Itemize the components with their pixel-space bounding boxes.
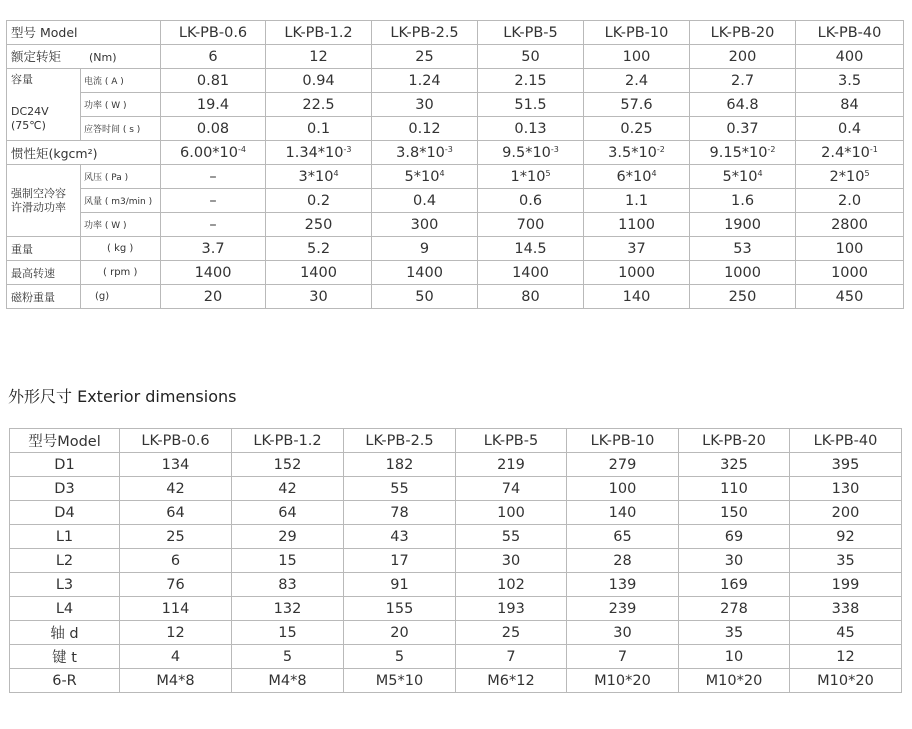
response-label: 应答时间 ( s ) bbox=[81, 117, 161, 141]
dims-header-label: 型号Model bbox=[10, 429, 120, 453]
dims-value-cell: 83 bbox=[232, 573, 344, 597]
response-cell: 0.1 bbox=[266, 117, 372, 141]
dims-value-cell: 6 bbox=[120, 549, 232, 573]
model-cell: LK-PB-10 bbox=[584, 21, 690, 45]
dims-value-cell: 25 bbox=[456, 621, 567, 645]
torque-cell: 200 bbox=[690, 45, 796, 69]
power-cell: 51.5 bbox=[478, 93, 584, 117]
dims-value-cell: 15 bbox=[232, 549, 344, 573]
torque-label-cell bbox=[7, 45, 161, 69]
response-cell: 0.37 bbox=[690, 117, 796, 141]
dims-value-cell: M10*20 bbox=[567, 669, 679, 693]
cool-power-cell: 300 bbox=[372, 213, 478, 237]
dims-model-cell: LK-PB-1.2 bbox=[232, 429, 344, 453]
dc-label: DC24V bbox=[11, 105, 49, 118]
speed-cell: 1400 bbox=[478, 261, 584, 285]
power-label: 功率 ( W ) bbox=[81, 93, 161, 117]
power-cell: 57.6 bbox=[584, 93, 690, 117]
speed-unit: ( rpm ) bbox=[81, 261, 161, 285]
powder-cell: 450 bbox=[796, 285, 904, 309]
dims-value-cell: 219 bbox=[456, 453, 567, 477]
airflow-cell: 0.6 bbox=[478, 189, 584, 213]
speed-cell: 1400 bbox=[266, 261, 372, 285]
dims-value-cell: 78 bbox=[344, 501, 456, 525]
weight-cell: 14.5 bbox=[478, 237, 584, 261]
dims-row-label: L3 bbox=[10, 573, 120, 597]
powder-cell: 80 bbox=[478, 285, 584, 309]
inertia-cell: $9.5*10^{-3}$ bbox=[478, 141, 584, 165]
dims-value-cell: 325 bbox=[679, 453, 790, 477]
powder-unit: (g) bbox=[81, 285, 161, 309]
weight-cell: 100 bbox=[796, 237, 904, 261]
torque-label: 额定转矩 bbox=[11, 48, 62, 64]
cool-power-cell: 250 bbox=[266, 213, 372, 237]
dims-value-cell: 114 bbox=[120, 597, 232, 621]
capacity-label-cell bbox=[7, 69, 81, 141]
table-row bbox=[10, 597, 902, 621]
dims-value-cell: 199 bbox=[790, 573, 902, 597]
response-cell: 0.12 bbox=[372, 117, 478, 141]
airflow-cell: 0.2 bbox=[266, 189, 372, 213]
dims-value-cell: 43 bbox=[344, 525, 456, 549]
dims-value-cell: 42 bbox=[232, 477, 344, 501]
dims-value-cell: 7 bbox=[567, 645, 679, 669]
speed-cell: 1000 bbox=[796, 261, 904, 285]
speed-label: 最高转速 bbox=[7, 261, 81, 285]
dimensions-table bbox=[9, 428, 902, 693]
response-cell: 0.08 bbox=[161, 117, 266, 141]
pressure-cell: $1*10^5$ bbox=[478, 165, 584, 189]
dims-value-cell: 132 bbox=[232, 597, 344, 621]
table-row bbox=[10, 525, 902, 549]
weight-cell: 37 bbox=[584, 237, 690, 261]
current-label: 电流 ( A ) bbox=[81, 69, 161, 93]
weight-cell: 3.7 bbox=[161, 237, 266, 261]
speed-cell: 1000 bbox=[584, 261, 690, 285]
dims-value-cell: 155 bbox=[344, 597, 456, 621]
current-cell: 0.81 bbox=[161, 69, 266, 93]
powder-cell: 20 bbox=[161, 285, 266, 309]
table-row bbox=[10, 477, 902, 501]
dims-value-cell: 5 bbox=[232, 645, 344, 669]
current-cell: 1.24 bbox=[372, 69, 478, 93]
dims-value-cell: 55 bbox=[456, 525, 567, 549]
table-row bbox=[10, 621, 902, 645]
dims-value-cell: 30 bbox=[679, 549, 790, 573]
cool-power-cell: 1900 bbox=[690, 213, 796, 237]
dims-value-cell: 279 bbox=[567, 453, 679, 477]
dims-value-cell: 35 bbox=[790, 549, 902, 573]
torque-cell: 6 bbox=[161, 45, 266, 69]
airflow-cell: 1.1 bbox=[584, 189, 690, 213]
dims-value-cell: 395 bbox=[790, 453, 902, 477]
weight-label: 重量 bbox=[7, 237, 81, 261]
inertia-cell: $3.8*10^{-3}$ bbox=[372, 141, 478, 165]
dims-value-cell: 64 bbox=[232, 501, 344, 525]
cooling-label-line1: 强制空冷容 bbox=[11, 186, 66, 200]
pressure-cell: $5*10^4$ bbox=[690, 165, 796, 189]
speed-cell: 1400 bbox=[372, 261, 478, 285]
cool-power-cell: – bbox=[161, 213, 266, 237]
model-cell: LK-PB-5 bbox=[478, 21, 584, 45]
weight-cell: 5.2 bbox=[266, 237, 372, 261]
dims-row-label: 6-R bbox=[10, 669, 120, 693]
dims-value-cell: 4 bbox=[120, 645, 232, 669]
dims-model-cell: LK-PB-10 bbox=[567, 429, 679, 453]
section-title: 外形尺寸 Exterior dimensions bbox=[8, 387, 237, 406]
torque-cell: 400 bbox=[796, 45, 904, 69]
model-cell: LK-PB-1.2 bbox=[266, 21, 372, 45]
dims-model-cell: LK-PB-40 bbox=[790, 429, 902, 453]
table-row bbox=[10, 573, 902, 597]
model-cell: LK-PB-40 bbox=[796, 21, 904, 45]
response-cell: 0.13 bbox=[478, 117, 584, 141]
dims-value-cell: 28 bbox=[567, 549, 679, 573]
temp-label: (75℃) bbox=[11, 119, 46, 132]
dims-value-cell: 45 bbox=[790, 621, 902, 645]
dims-row-label: 轴 d bbox=[10, 621, 120, 645]
dims-value-cell: 76 bbox=[120, 573, 232, 597]
dims-value-cell: 134 bbox=[120, 453, 232, 477]
current-cell: 0.94 bbox=[266, 69, 372, 93]
cool-power-cell: 700 bbox=[478, 213, 584, 237]
powder-cell: 30 bbox=[266, 285, 372, 309]
dims-value-cell: M5*10 bbox=[344, 669, 456, 693]
dims-row-label: D1 bbox=[10, 453, 120, 477]
dims-value-cell: 130 bbox=[790, 477, 902, 501]
airflow-cell: 1.6 bbox=[690, 189, 796, 213]
dims-value-cell: 239 bbox=[567, 597, 679, 621]
spec-table bbox=[6, 20, 904, 309]
dims-row-label: 键 t bbox=[10, 645, 120, 669]
pressure-cell: $6*10^4$ bbox=[584, 165, 690, 189]
torque-cell: 25 bbox=[372, 45, 478, 69]
model-cell: LK-PB-2.5 bbox=[372, 21, 478, 45]
current-cell: 2.15 bbox=[478, 69, 584, 93]
weight-cell: 53 bbox=[690, 237, 796, 261]
airflow-label: 风量 ( m3/min ) bbox=[81, 189, 161, 213]
dims-value-cell: 74 bbox=[456, 477, 567, 501]
dims-row-label: L4 bbox=[10, 597, 120, 621]
dims-value-cell: 69 bbox=[679, 525, 790, 549]
speed-cell: 1000 bbox=[690, 261, 796, 285]
torque-unit: (Nm) bbox=[89, 50, 117, 64]
table-row bbox=[10, 645, 902, 669]
airflow-cell: – bbox=[161, 189, 266, 213]
power-cell: 22.5 bbox=[266, 93, 372, 117]
inertia-label: 惯性矩(kgcm²) bbox=[7, 141, 161, 165]
dims-row-label: L1 bbox=[10, 525, 120, 549]
dims-value-cell: 100 bbox=[567, 477, 679, 501]
dims-row-label: D4 bbox=[10, 501, 120, 525]
dims-value-cell: 20 bbox=[344, 621, 456, 645]
dims-value-cell: 30 bbox=[567, 621, 679, 645]
cooling-label-line2: 许滑动功率 bbox=[11, 200, 66, 214]
dims-value-cell: 338 bbox=[790, 597, 902, 621]
dims-value-cell: 110 bbox=[679, 477, 790, 501]
pressure-cell: $5*10^4$ bbox=[372, 165, 478, 189]
dims-row-label: L2 bbox=[10, 549, 120, 573]
dims-value-cell: 65 bbox=[567, 525, 679, 549]
powder-cell: 50 bbox=[372, 285, 478, 309]
dims-model-cell: LK-PB-5 bbox=[456, 429, 567, 453]
powder-label: 磁粉重量 bbox=[7, 285, 81, 309]
dims-value-cell: 64 bbox=[120, 501, 232, 525]
weight-cell: 9 bbox=[372, 237, 478, 261]
dims-value-cell: 92 bbox=[790, 525, 902, 549]
dims-value-cell: 169 bbox=[679, 573, 790, 597]
response-cell: 0.4 bbox=[796, 117, 904, 141]
table-row bbox=[10, 549, 902, 573]
dims-value-cell: 7 bbox=[456, 645, 567, 669]
power-cell: 84 bbox=[796, 93, 904, 117]
dims-value-cell: 25 bbox=[120, 525, 232, 549]
torque-cell: 100 bbox=[584, 45, 690, 69]
dims-model-cell: LK-PB-20 bbox=[679, 429, 790, 453]
dims-value-cell: M10*20 bbox=[679, 669, 790, 693]
dims-value-cell: 10 bbox=[679, 645, 790, 669]
dims-value-cell: 100 bbox=[456, 501, 567, 525]
dims-value-cell: 91 bbox=[344, 573, 456, 597]
cooling-label-cell bbox=[7, 165, 81, 237]
current-cell: 2.4 bbox=[584, 69, 690, 93]
pressure-cell: $2*10^5$ bbox=[796, 165, 904, 189]
model-header-cell: 型号 Model bbox=[7, 21, 161, 45]
capacity-label: 容量 bbox=[11, 73, 33, 86]
response-cell: 0.25 bbox=[584, 117, 690, 141]
dims-value-cell: M10*20 bbox=[790, 669, 902, 693]
dims-value-cell: 12 bbox=[790, 645, 902, 669]
speed-cell: 1400 bbox=[161, 261, 266, 285]
dims-value-cell: 193 bbox=[456, 597, 567, 621]
dims-value-cell: 55 bbox=[344, 477, 456, 501]
power-cell: 19.4 bbox=[161, 93, 266, 117]
powder-cell: 140 bbox=[584, 285, 690, 309]
torque-cell: 50 bbox=[478, 45, 584, 69]
dims-value-cell: 17 bbox=[344, 549, 456, 573]
inertia-cell: $1.34*10^{-3}$ bbox=[266, 141, 372, 165]
dims-model-cell: LK-PB-0.6 bbox=[120, 429, 232, 453]
table-row bbox=[10, 669, 902, 693]
current-cell: 2.7 bbox=[690, 69, 796, 93]
powder-cell: 250 bbox=[690, 285, 796, 309]
dims-value-cell: 29 bbox=[232, 525, 344, 549]
weight-unit: ( kg ) bbox=[81, 237, 161, 261]
dims-row-label: D3 bbox=[10, 477, 120, 501]
table-row bbox=[10, 501, 902, 525]
dims-value-cell: 30 bbox=[456, 549, 567, 573]
power-cell: 30 bbox=[372, 93, 478, 117]
dims-value-cell: M4*8 bbox=[232, 669, 344, 693]
cool-power-cell: 2800 bbox=[796, 213, 904, 237]
torque-cell: 12 bbox=[266, 45, 372, 69]
cool-power-cell: 1100 bbox=[584, 213, 690, 237]
pressure-cell: $3*10^4$ bbox=[266, 165, 372, 189]
dims-value-cell: 182 bbox=[344, 453, 456, 477]
dims-value-cell: 12 bbox=[120, 621, 232, 645]
model-cell: LK-PB-0.6 bbox=[161, 21, 266, 45]
dims-value-cell: 139 bbox=[567, 573, 679, 597]
dims-value-cell: M6*12 bbox=[456, 669, 567, 693]
dims-value-cell: 5 bbox=[344, 645, 456, 669]
dims-value-cell: M4*8 bbox=[120, 669, 232, 693]
dims-value-cell: 150 bbox=[679, 501, 790, 525]
dims-value-cell: 42 bbox=[120, 477, 232, 501]
airflow-cell: 2.0 bbox=[796, 189, 904, 213]
model-cell: LK-PB-20 bbox=[690, 21, 796, 45]
current-cell: 3.5 bbox=[796, 69, 904, 93]
dims-value-cell: 200 bbox=[790, 501, 902, 525]
dims-value-cell: 35 bbox=[679, 621, 790, 645]
pressure-cell: – bbox=[161, 165, 266, 189]
dims-value-cell: 140 bbox=[567, 501, 679, 525]
dims-value-cell: 15 bbox=[232, 621, 344, 645]
inertia-cell: $3.5*10^{-2}$ bbox=[584, 141, 690, 165]
table-row bbox=[10, 453, 902, 477]
dims-model-cell: LK-PB-2.5 bbox=[344, 429, 456, 453]
dims-value-cell: 152 bbox=[232, 453, 344, 477]
inertia-cell: $2.4*10^{-1}$ bbox=[796, 141, 904, 165]
inertia-cell: $6.00*10^{-4}$ bbox=[161, 141, 266, 165]
dims-value-cell: 102 bbox=[456, 573, 567, 597]
pressure-label: 风压 ( Pa ) bbox=[81, 165, 161, 189]
inertia-cell: $9.15*10^{-2}$ bbox=[690, 141, 796, 165]
power-cell: 64.8 bbox=[690, 93, 796, 117]
airflow-cell: 0.4 bbox=[372, 189, 478, 213]
cool-power-label: 功率 ( W ) bbox=[81, 213, 161, 237]
dims-value-cell: 278 bbox=[679, 597, 790, 621]
